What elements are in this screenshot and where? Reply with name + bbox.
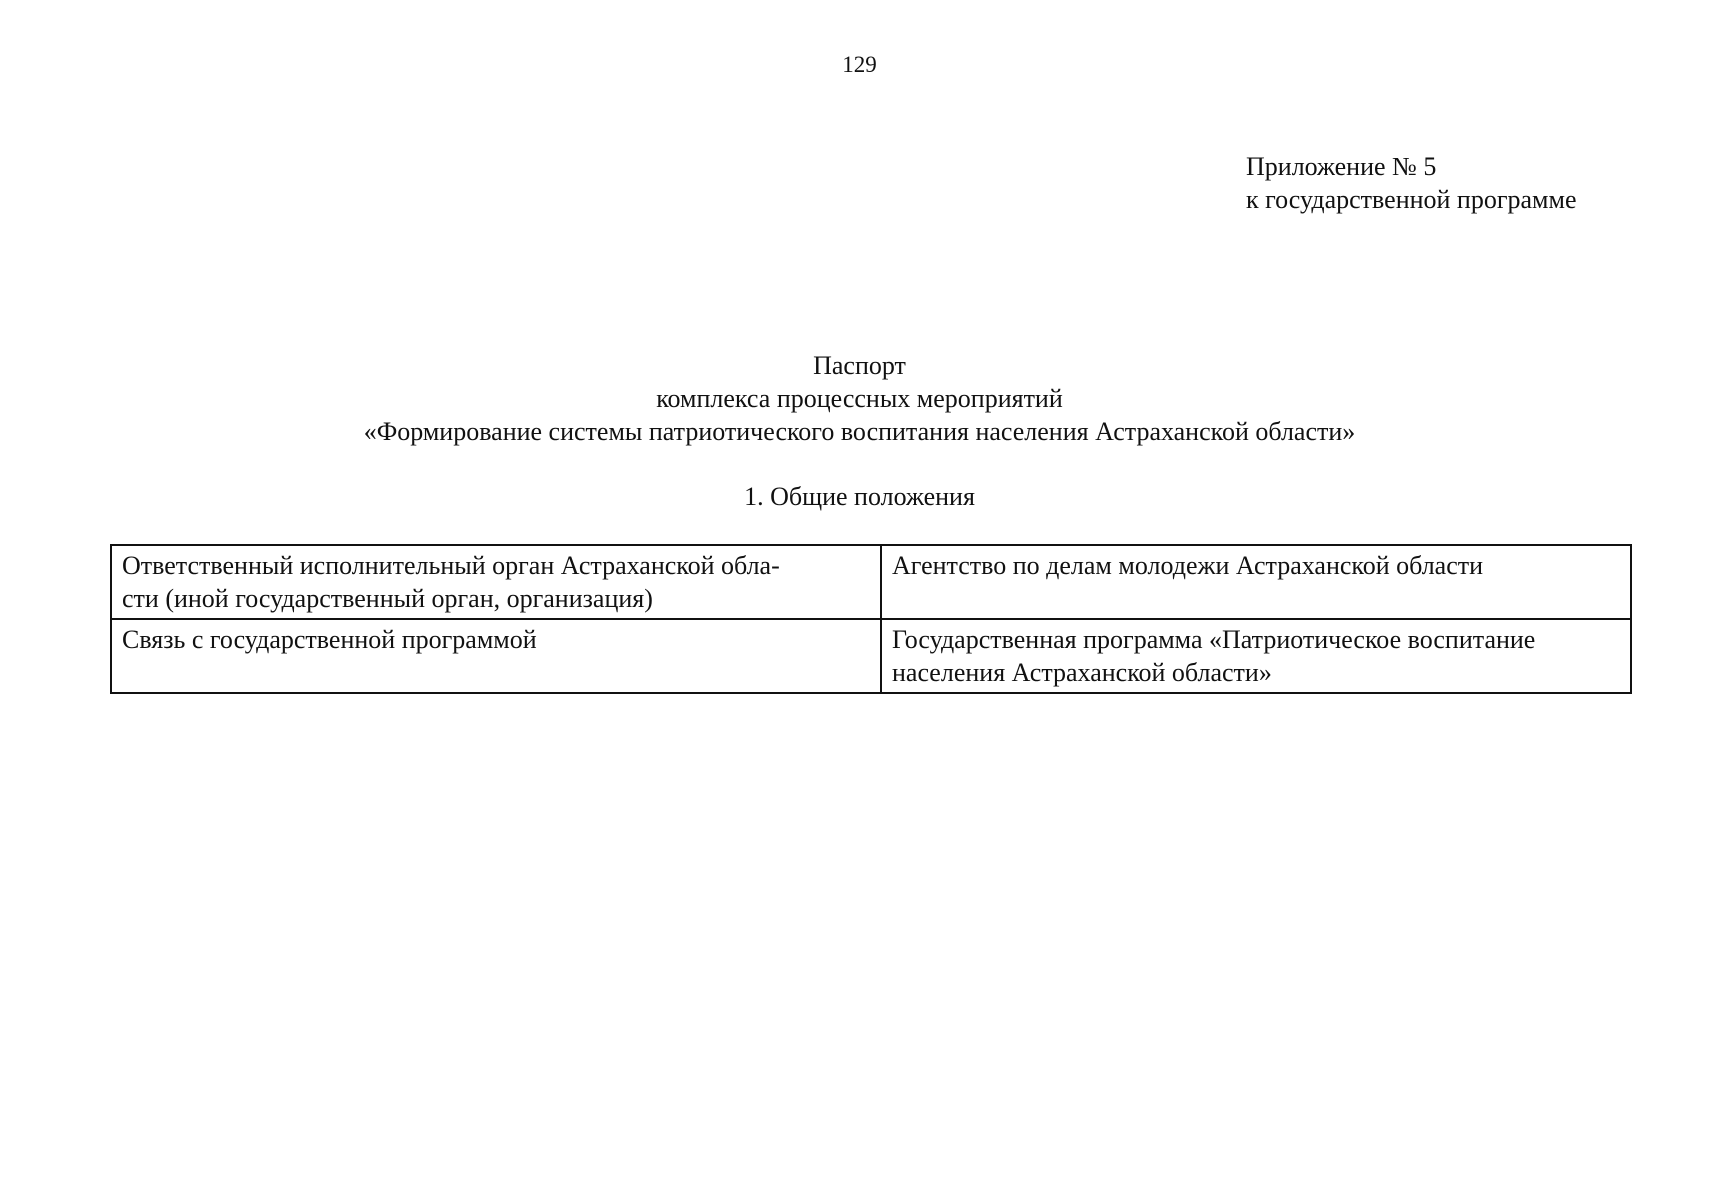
- title-complex: комплекса процессных мероприятий: [656, 384, 1063, 413]
- title-name: «Формирование системы патриотического воспитания населения Астраханской области»: [363, 417, 1356, 446]
- appendix-number: Приложение № 5: [1246, 152, 1437, 181]
- table-cell-value: [881, 619, 1631, 693]
- cell-text: Государственная программа «Патриотическое воспитание: [892, 625, 1536, 654]
- general-provisions-table: [110, 544, 1632, 694]
- cell-text: Связь с государственной программой: [122, 625, 537, 654]
- cell-text: Агентство по делам молодежи Астраханской области: [892, 551, 1484, 580]
- title-passport: Паспорт: [813, 351, 906, 380]
- appendix-note: [1246, 150, 1577, 216]
- table-row: [111, 545, 1631, 619]
- cell-text: населения Астраханской области»: [892, 658, 1272, 687]
- table-cell-label: [111, 545, 881, 619]
- table-cell-label: [111, 619, 881, 693]
- document-title: [0, 349, 1719, 448]
- cell-text: Ответственный исполнительный орган Астраханской обла-: [122, 551, 780, 580]
- page-number: 129: [842, 52, 877, 77]
- table-row: [111, 619, 1631, 693]
- table-cell-value: [881, 545, 1631, 619]
- section-heading: 1. Общие положения: [744, 482, 975, 511]
- appendix-reference: к государственной программе: [1246, 185, 1577, 214]
- cell-text: сти (иной государственный орган, организация): [122, 584, 653, 613]
